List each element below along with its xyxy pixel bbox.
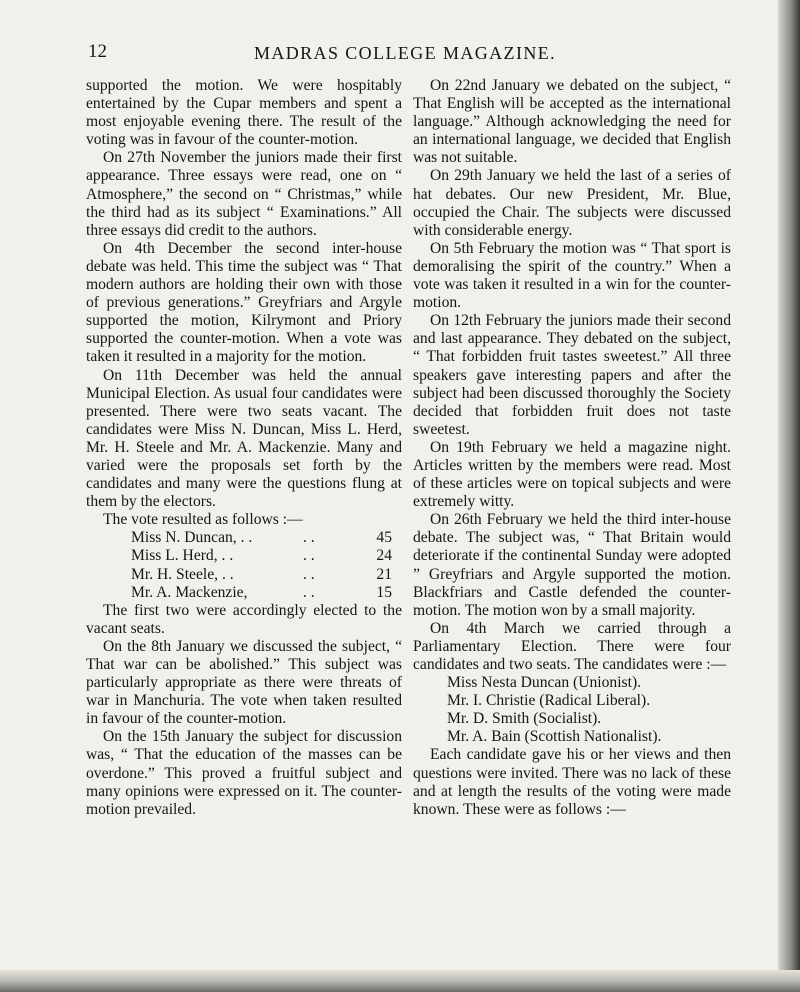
candidate-name: Mr. A. Mackenzie,: [131, 583, 248, 601]
candidate-name: Mr. H. Steele, . .: [131, 565, 234, 583]
paragraph: On 4th December the second inter-house debate was held. This time the subject was “ That modern authors are holding their own with those of previous generations.” Greyfriars and Argyle supported the motion, Kilrymont and Priory supported the counter-motion. When a vote was taken it resulted in a majority for the motion.: [86, 239, 402, 366]
paragraph: On 29th January we held the last of a series of hat debates. Our new President, Mr. Blue, occupied the Chair. The subjects were discussed with considerable energy.: [413, 167, 731, 239]
page-edge-shadow: [778, 0, 800, 992]
paragraph: The first two were accordingly elected to the vacant seats.: [86, 601, 402, 637]
page-bottom-shadow: [0, 970, 800, 992]
paragraph: On the 8th January we discussed the subject, “ That war can be abolished.” This subject was particularly appropriate as there were threats of war in Manchuria. The vote when taken resulted in favour of the counter-motion.: [86, 637, 402, 728]
table-row: [131, 584, 392, 602]
paragraph: On 12th February the juniors made their second and last appearance. They debated on the subject, “ That forbidden fruit tastes sweetest.” All three speakers gave interesting papers and after the subject had been discussed thoroughly the Society decided that forbidden fruit does not taste sweetest.: [413, 312, 731, 438]
right-column: [413, 77, 731, 819]
candidate-name: Miss N. Duncan, . .: [131, 529, 253, 547]
paragraph: On the 15th January the subject for discussion was, “ That the education of the masses can be overdone.” This proved a fruitful subject and many opinions were expressed on it. The counter-motion prevailed.: [86, 728, 402, 818]
table-row: [131, 566, 392, 584]
vote-count: 24: [376, 547, 392, 565]
list-item: Mr. A. Bain (Scottish Nationalist).: [447, 728, 662, 746]
paragraph: On 26th February we held the third inter-house debate. The subject was, “ That Britain would deteriorate if the continental Sunday were adopted ” Greyfriars and Argyle supported the motion. Blackfriars and Castle defended the counter-motion. The motion won by a small majority.: [413, 511, 731, 619]
running-title: MADRAS COLLEGE MAGAZINE.: [253, 43, 557, 63]
vote-count: 45: [376, 529, 392, 547]
vote-count: 15: [376, 583, 392, 601]
candidate-name: Miss L. Herd, . .: [131, 547, 234, 565]
vote-results-table: [131, 529, 392, 601]
paragraph: Each candidate gave his or her views and then questions were invited. There was no lack of these and at length the results of the voting were made known. These were as follows :—: [413, 746, 731, 818]
leader-dots: . .: [303, 547, 315, 565]
candidate-list: [413, 674, 731, 746]
table-row: [131, 547, 392, 565]
page-number: 12: [88, 41, 107, 62]
vote-intro: The vote resulted as follows :—: [103, 511, 303, 529]
leader-dots: . .: [303, 583, 315, 601]
paragraph: supported the motion. We were hospitably entertained by the Cupar members and spent a most enjoyable evening there. The result of the voting was in favour of the counter-motion.: [86, 77, 402, 149]
left-column: [86, 77, 402, 819]
paragraph: On 4th March we carried through a Parliamentary Election. There were four candidates and two seats. The candidates were :—: [413, 619, 731, 673]
paragraph: On 11th December was held the annual Municipal Election. As usual four candidates were presented. There were two seats vacant. The candidates were Miss N. Duncan, Miss L. Herd, Mr. H. Steele and Mr. A. Mackenzie. Many and varied were the proposals set forth by the candidates and many were the questions flung at them by the electors.: [86, 366, 402, 511]
paragraph: On 19th February we held a magazine night. Articles written by the members were read. Most of these articles were on topical subjects and were extremely witty.: [413, 438, 731, 511]
leader-dots: . .: [303, 529, 315, 547]
paragraph: On 27th November the juniors made their first appearance. Three essays were read, one on “ Atmosphere,” the second on “ Christmas,” while the third had as its subject “ Examinations.” All three essays did credit to the authors.: [86, 149, 402, 239]
list-item: Mr. D. Smith (Socialist).: [447, 710, 602, 728]
table-row: [131, 529, 392, 547]
list-item: Mr. I. Christie (Radical Liberal).: [447, 692, 651, 710]
paragraph: On 5th February the motion was “ That sport is demoralising the spirit of the country.” When a vote was taken it resulted in a win for the counter-motion.: [413, 239, 731, 312]
paragraph: On 22nd January we debated on the subject, “ That English will be accepted as the international language.” Although acknowledging the need for an international language, we decided that English was not suitable.: [413, 77, 731, 167]
vote-count: 21: [376, 565, 392, 583]
list-item: Miss Nesta Duncan (Unionist).: [447, 674, 642, 692]
leader-dots: . .: [303, 565, 315, 583]
